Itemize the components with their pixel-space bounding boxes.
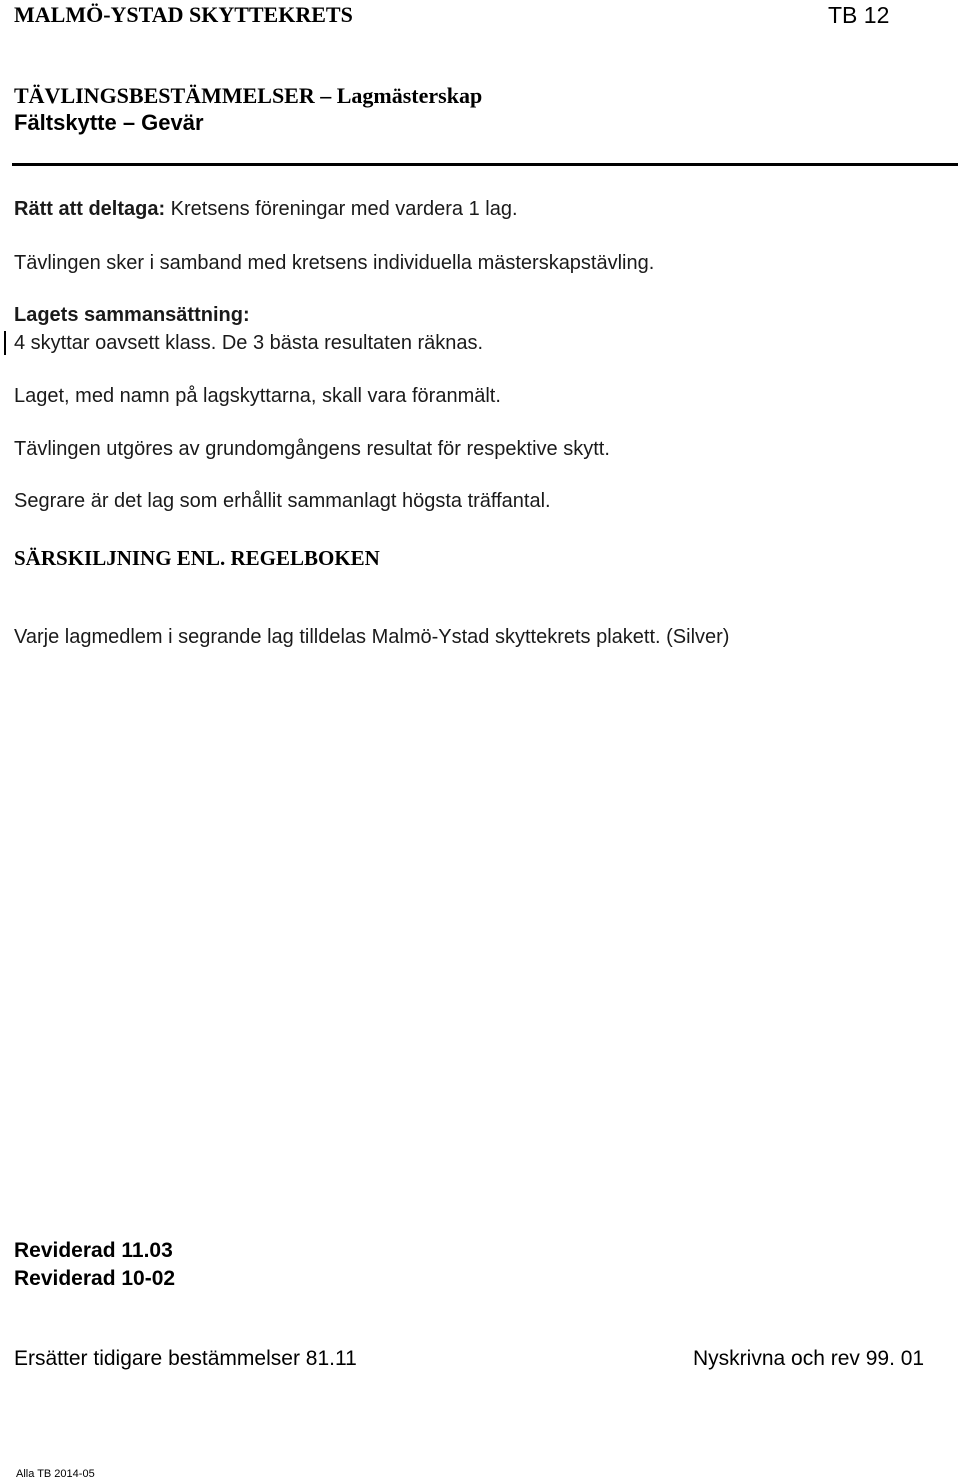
- page-reference: TB 12: [828, 2, 890, 28]
- composition-label: Lagets sammansättning:: [14, 304, 250, 326]
- header-divider: [12, 163, 958, 166]
- eligibility-text: Kretsens föreningar med vardera 1 lag.: [165, 198, 518, 220]
- tiebreak-heading: SÄRSKILJNING ENL. REGELBOKEN: [14, 546, 380, 570]
- change-bar: [4, 331, 6, 355]
- eligibility-label: Rätt att deltaga:: [14, 198, 166, 220]
- registration-line: Laget, med namn på lagskyttarna, skall vara föranmält.: [14, 385, 501, 407]
- document-title: TÄVLINGSBESTÄMMELSER – Lagmästerskap: [14, 83, 483, 108]
- footer-code: Alla TB 2014-05: [16, 1468, 95, 1480]
- eligibility-line: [14, 198, 518, 221]
- winner-line: Segrare är det lag som erhållit sammanlagt högsta träffantal.: [14, 490, 551, 512]
- document-subtitle: Fältskytte – Gevär: [14, 110, 204, 135]
- basis-line: Tävlingen utgöres av grundomgångens resultat för respektive skytt.: [14, 438, 610, 460]
- revision-1: Reviderad 11.03: [14, 1239, 173, 1262]
- composition-text: 4 skyttar oavsett klass. De 3 bästa resultaten räknas.: [14, 332, 484, 354]
- revision-2: Reviderad 10-02: [14, 1267, 176, 1290]
- competition-line: Tävlingen sker i samband med kretsens individuella mästerskapstävling.: [14, 252, 655, 274]
- organization-name: MALMÖ-YSTAD SKYTTEKRETS: [14, 2, 353, 27]
- rewritten-note: Nyskrivna och rev 99. 01: [693, 1347, 925, 1370]
- prize-line: Varje lagmedlem i segrande lag tilldelas Malmö-Ystad skyttekrets plakett. (Silver): [14, 626, 730, 648]
- replaces-note: Ersätter tidigare bestämmelser 81.11: [14, 1347, 357, 1370]
